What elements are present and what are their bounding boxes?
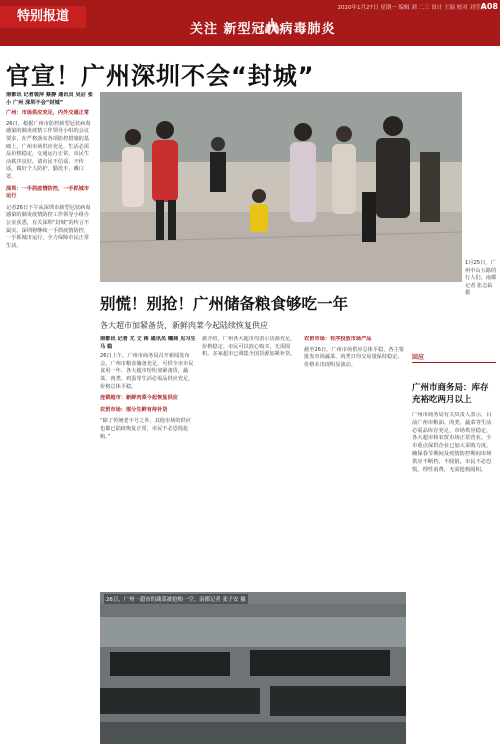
side-headline: 广州市商务局：库存充裕吃两月以上 [412, 383, 489, 405]
col2-subheading: 连锁超市：新鲜肉菜今起恢复供应 [100, 395, 178, 402]
section-tag: 特别报道 [0, 6, 86, 28]
column-2 [100, 336, 196, 588]
col1-body-2: 记者26日下午从深圳市新型冠状病毒感染的肺炎疫情防控工作领导小组办公室获悉，有关深圳“封城”的传言不属实。深圳将继续一手抓疫情防控，一手抓城市运行，全力保障市民正常生活。 [6, 204, 91, 249]
col2-body-2: “除了传统老字号之外，其他市场的供应也都已陆续恢复正常，市民不必恐慌抢购。” [100, 418, 191, 440]
photo2-caption: 26日，广州一超市的蔬菜被抢购一空。南都记者 张子安 摄 [104, 594, 248, 604]
column-1 [6, 92, 94, 742]
col1-intro: 南都讯 记者裘萍 蔡静 通讯员 吴启 张小 广州 深圳不会“封城” [6, 92, 93, 106]
column-3 [202, 336, 298, 588]
column-4 [304, 336, 404, 588]
col2-subheading-2: 农贸市场：部分生鲜有待补货 [100, 406, 168, 413]
secondary-subtitle: 各大超市加紧备货，新鲜肉菜今起陆续恢复供应 [100, 321, 268, 330]
header-title: 关注 新型冠状病毒肺炎 [190, 22, 336, 37]
side-rule [412, 362, 496, 363]
main-headline: 官宣！广州深圳不会“封城” [6, 62, 315, 90]
supermarket-photo-illustration [100, 592, 406, 744]
page-number: A08 [480, 2, 498, 11]
col1-subheading: 广州：市场供应充足，内外交通正常 [6, 110, 90, 117]
col1-subheading-2: 深圳：一手抓疫情防控，一手抓城市运行 [6, 185, 90, 200]
side-label: 回应 [412, 354, 425, 361]
street-photo [100, 92, 462, 282]
col2-body: 26日上午，广州市商务局召开新闻发布会。广州市粮食储备充足，可供全市市民食用一年。各大超市纷纷加紧备货，蔬菜、肉类、鸡蛋等生活必需品供应充足，价格总体平稳。 [100, 353, 194, 390]
side-body: 广州市商务局有关负责人表示，目前广州市粮油、肉类、蔬菜等生活必需品库存充足，市场供应稳定，各大超市和农贸市场正常营业。全市重点保供企业已加大采购力度，确保春节期间及疫情防控期间市场供应不断档、不脱销。市民不必恐慌，理性消费，无需抢购囤积。 [412, 412, 492, 473]
supermarket-photo [100, 592, 406, 744]
col2-intro: 南都讯 记者 尤 文 蒋 通讯员 穗商 见习生 马 稳 [100, 336, 196, 350]
header-date: 2020年1月27日 星期一 编辑 刘 二三 设计 王瑞 校对 刘莹莹 [337, 5, 486, 11]
photo1-caption: 1月25日，广州中山五路的行人们。南都记者 张志钻 摄 [465, 260, 497, 296]
header-band [0, 0, 500, 46]
col1-body: 26日，根据广州市防控新型冠状病毒感染的肺炎疫情工作领导小组的会议要求，在严格落实各项防控措施的基础上，广州市场供应充足，生活必需品价格稳定，交通运行正常，市民生活秩序良好。请市民不信谣、不传谣，做好个人防护，勤洗手、戴口罩。 [6, 120, 91, 180]
secondary-headline: 别慌！别抢！广州储备粮食够吃一年 [100, 295, 349, 313]
street-photo-illustration [100, 92, 462, 282]
col3-body-2: 截至26日，广州市场供应总体平稳，各主要批发市场蔬菜、肉类日均交易量保持稳定，价格未出现明显波动。 [304, 346, 404, 368]
col3-subheading: 农贸市场：有序投放市场产品 [304, 336, 372, 342]
col3-body: 据介绍，广州各大超市均表示货源充足，价格稳定。市民可以放心购买，无需囤积。多家超市已调集全国货源加紧补货。 [202, 336, 296, 358]
